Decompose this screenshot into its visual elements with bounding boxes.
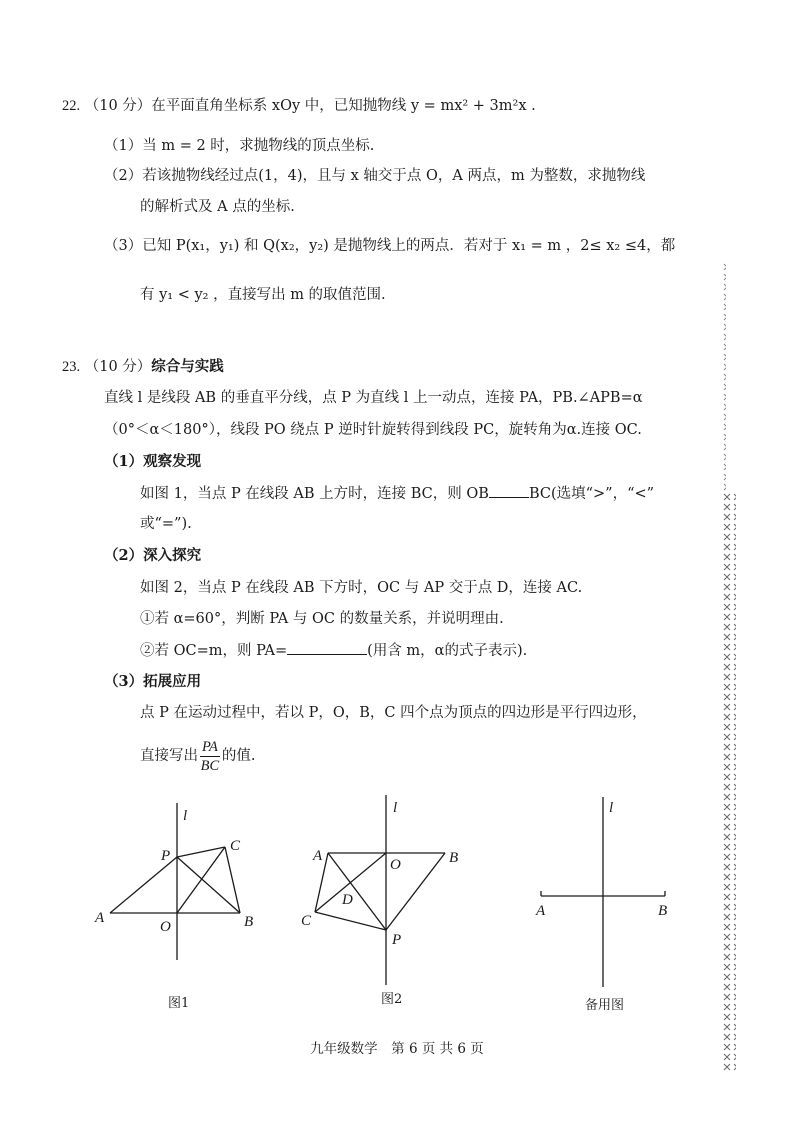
fraction-denominator: BC xyxy=(200,757,220,774)
fig1-label-b: B xyxy=(244,914,254,930)
fig2-label-d: D xyxy=(342,892,353,908)
page-footer: 九年级数学 第 6 页 共 6 页 xyxy=(310,1041,484,1057)
fig2-label-a: A xyxy=(313,848,323,864)
q23-s1-text-post: BC(选填“>”，“<” xyxy=(528,486,655,502)
fig1-label-p: P xyxy=(161,848,171,864)
binding-edge-pattern xyxy=(722,262,742,1072)
q23-s1-title: （1）观察发现 xyxy=(104,453,202,470)
fraction-numerator: PA xyxy=(202,738,218,755)
fig1-label-l: l xyxy=(183,808,188,824)
q22-number: 22. xyxy=(62,98,81,114)
q22-part3-line1: （3）已知 P(x₁，y₁) 和 Q(x₂，y₂) 是抛物线上的两点．若对于 x₁ = m ，2≤ x₂ ≤4，都 xyxy=(104,238,676,254)
q22-part1: （1）当 m = 2 时，求抛物线的顶点坐标. xyxy=(104,138,375,154)
q23-s2c-pre: ②若 OC=m，则 PA= xyxy=(140,643,288,659)
fig2-label-c: C xyxy=(301,913,312,929)
fig3-label-b: B xyxy=(658,903,668,919)
fig1-label-o: O xyxy=(160,919,171,935)
q23-line2: （0°＜α＜180°），线段 PO 绕点 P 逆时针旋转得到线段 PC，旋转角为α.连接 OC. xyxy=(104,422,642,438)
q22-score: （10 分） xyxy=(84,98,152,114)
q23-line1: 直线 l 是线段 AB 的垂直平分线，点 P 为直线 l 上一动点，连接 PA，PB.∠APB=α xyxy=(104,390,643,406)
q23-s3-line1: 点 P 在运动过程中，若以 P，O，B，C 四个点为顶点的四边形是平行四边形， xyxy=(140,705,647,721)
q23-number: 23. xyxy=(62,359,81,375)
q23-s2-title: （2）深入探究 xyxy=(104,547,202,564)
fig3-label-l: l xyxy=(609,800,614,816)
q23-s2-line2: ①若 α=60°，判断 PA 与 OC 的数量关系，并说明理由. xyxy=(140,611,504,627)
q22-part2-line1: （2）若该抛物线经过点(1，4)，且与 x 轴交于点 O，A 两点，m 为整数，求抛物线 xyxy=(104,168,646,184)
fig2-label-b: B xyxy=(449,850,459,866)
q23-s3b-post: 的值. xyxy=(221,748,256,764)
fig1-label-a: A xyxy=(95,910,105,926)
fig2-label-l: l xyxy=(393,800,398,816)
q23-s2-line1: 如图 2，当点 P 在线段 AB 下方时，OC 与 AP 交于点 D，连接 AC. xyxy=(140,580,583,596)
q23-s2c-post: (用含 m，α的式子表示). xyxy=(367,643,528,659)
q22-stem: 在平面直角坐标系 xOy 中，已知抛物线 y = mx² + 3m²x . xyxy=(151,98,536,114)
q23-title: 综合与实践 xyxy=(151,358,224,375)
fig2-label-o: O xyxy=(390,857,401,873)
q23-s3b-pre: 直接写出 xyxy=(140,748,198,764)
q23-s1-text-pre: 如图 1，当点 P 在线段 AB 上方时，连接 BC，则 OB xyxy=(140,486,489,502)
fig1-caption: 图1 xyxy=(168,996,190,1011)
fig3-label-a: A xyxy=(536,903,546,919)
q23-s3-title: （3）拓展应用 xyxy=(104,673,202,690)
fig3-caption: 备用图 xyxy=(585,998,625,1013)
q23-s1-line2: 或“=”). xyxy=(140,516,192,532)
q23-score: （10 分） xyxy=(84,359,152,375)
q22-part2-line2: 的解析式及 A 点的坐标. xyxy=(140,199,295,215)
q22-part3-line2: 有 y₁ < y₂ ，直接写出 m 的取值范围. xyxy=(140,287,386,303)
fig2-label-p: P xyxy=(392,932,402,948)
fig1-label-c: C xyxy=(230,838,241,854)
fig2-caption: 图2 xyxy=(381,992,403,1007)
